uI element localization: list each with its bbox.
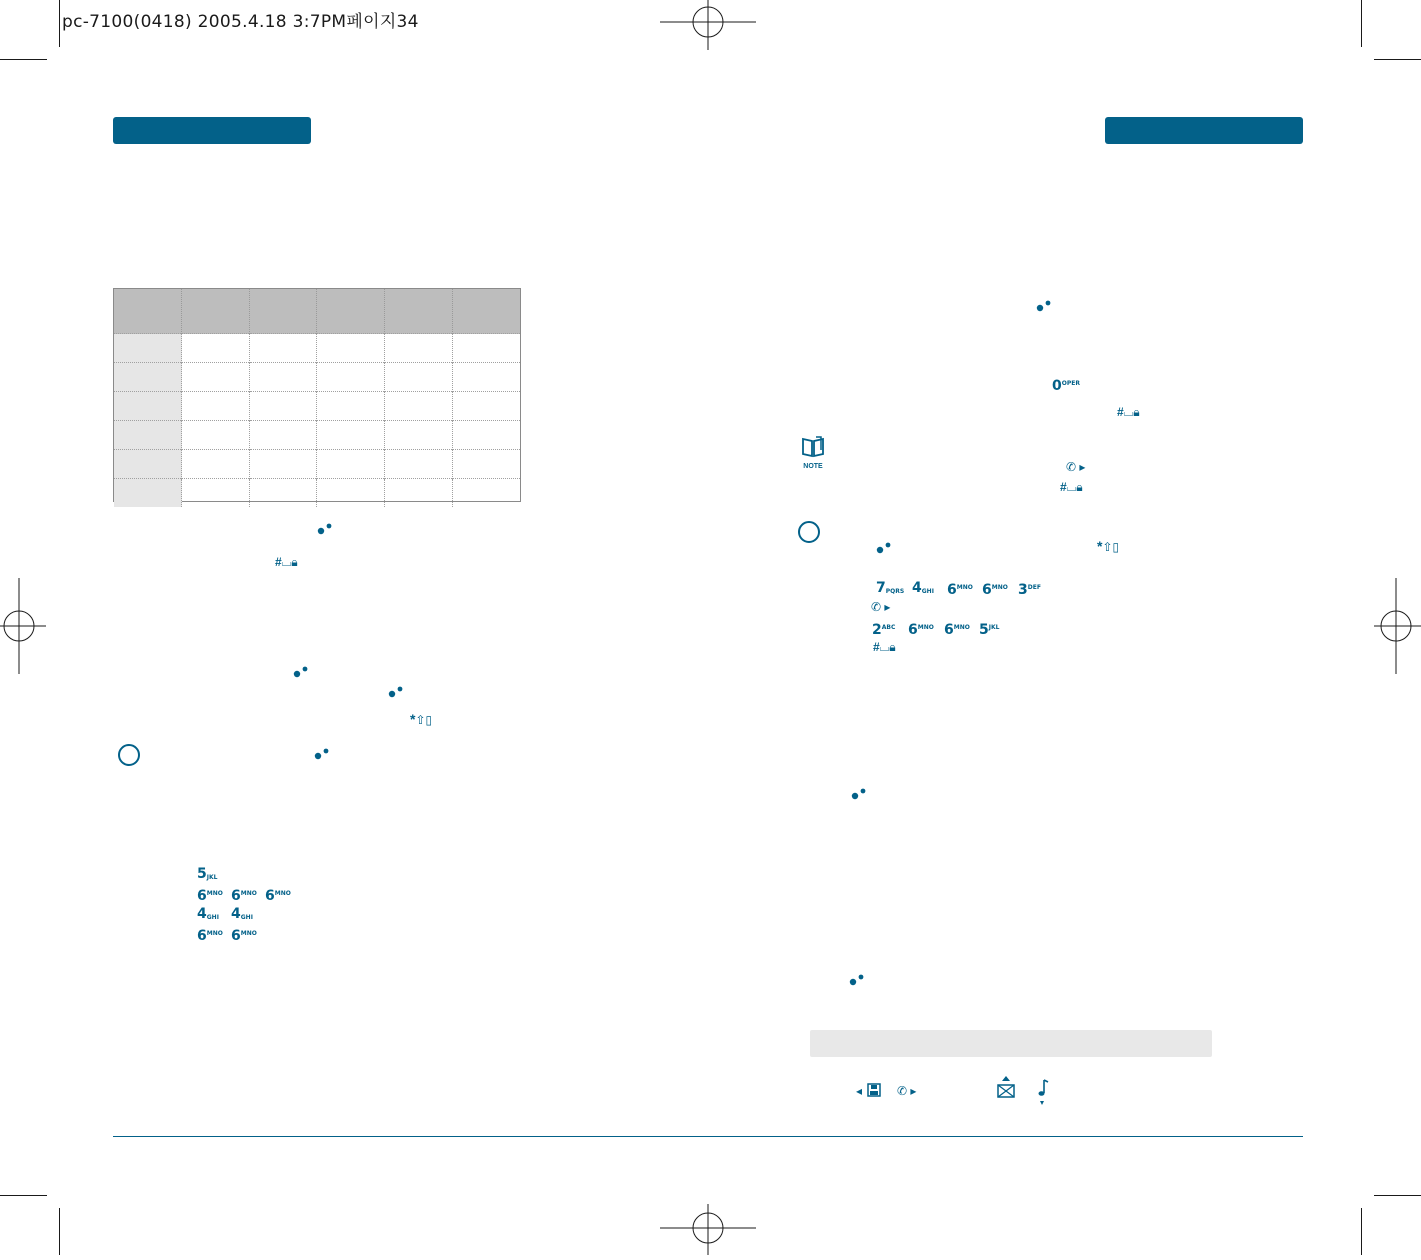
ok-dots-icon bbox=[848, 973, 864, 987]
table-cell bbox=[385, 421, 453, 450]
table-cell bbox=[249, 450, 317, 479]
hash-space-lock-icon: #⌴🔒︎ bbox=[275, 555, 298, 569]
table-cell bbox=[114, 479, 182, 508]
table-header-cell bbox=[317, 289, 385, 334]
table-cell bbox=[317, 334, 385, 363]
table-cell bbox=[317, 450, 385, 479]
key-7: $7_{PQRS}$ bbox=[876, 580, 905, 596]
table-cell bbox=[249, 334, 317, 363]
table-cell bbox=[452, 363, 520, 392]
send-arrow-icon: ✆ ▸ bbox=[897, 1084, 917, 1098]
ok-dots-icon bbox=[875, 541, 891, 555]
table-header-row bbox=[114, 289, 520, 334]
table-cell bbox=[114, 363, 182, 392]
star-shift-icon: *⇧▯ bbox=[1097, 538, 1120, 554]
table-cell bbox=[385, 392, 453, 421]
table-cell bbox=[249, 479, 317, 508]
key-5: $5_{JKL}$ bbox=[197, 866, 218, 882]
table-cell bbox=[385, 450, 453, 479]
hash-key: # bbox=[275, 555, 282, 569]
save-icon bbox=[867, 1083, 881, 1097]
key-6: $6^{MNO}$ bbox=[982, 582, 1008, 598]
spec-table bbox=[113, 288, 521, 502]
table-cell bbox=[114, 392, 182, 421]
ok-dots-icon bbox=[850, 787, 866, 801]
registration-mark bbox=[660, 0, 756, 50]
crop-mark bbox=[59, 1208, 60, 1255]
table-row bbox=[114, 392, 520, 421]
key-2: $2^{ABC}$ bbox=[872, 622, 896, 638]
table-row bbox=[114, 450, 520, 479]
table-cell bbox=[317, 421, 385, 450]
table-header-cell bbox=[385, 289, 453, 334]
table-cell bbox=[249, 392, 317, 421]
ok-dots-icon bbox=[1035, 299, 1051, 313]
table-cell bbox=[182, 479, 250, 508]
crop-mark bbox=[0, 1195, 47, 1196]
crop-mark bbox=[1361, 0, 1362, 47]
table-row bbox=[114, 334, 520, 363]
info-circle-icon bbox=[798, 521, 820, 543]
table-cell bbox=[182, 392, 250, 421]
key-4: $4_{GHI}$ bbox=[912, 580, 934, 596]
ok-dots-icon bbox=[316, 522, 332, 536]
send-arrow-icon: ✆ ▸ bbox=[1066, 460, 1086, 474]
registration-mark bbox=[660, 1204, 756, 1255]
key-6: $6^{MNO}$ bbox=[908, 622, 934, 638]
crop-mark bbox=[59, 0, 60, 47]
key-5: $5^{JKL}$ bbox=[979, 622, 1000, 638]
table-cell bbox=[114, 334, 182, 363]
key-6: $6^{MNO}$ bbox=[197, 888, 223, 904]
table-header-cell bbox=[452, 289, 520, 334]
key-6: $6^{MNO}$ bbox=[944, 622, 970, 638]
crop-mark bbox=[1374, 59, 1421, 60]
table-cell bbox=[452, 421, 520, 450]
table-cell bbox=[452, 450, 520, 479]
hash-space-lock-icon: #⌴🔒︎ bbox=[1117, 405, 1140, 419]
table-cell bbox=[452, 479, 520, 508]
table-cell bbox=[114, 450, 182, 479]
key-6: $6^{MNO}$ bbox=[231, 928, 257, 944]
print-header: pc-7100(0418) 2005.4.18 3:7PM페이지34 bbox=[62, 12, 419, 32]
left-arrow-icon: ◂ bbox=[856, 1084, 863, 1098]
star-key: * bbox=[410, 711, 416, 727]
crop-mark bbox=[1374, 1195, 1421, 1196]
table-cell bbox=[385, 479, 453, 508]
table-row bbox=[114, 421, 520, 450]
note-book-icon bbox=[800, 436, 826, 470]
send-arrow-icon: ✆ ▸ bbox=[871, 600, 891, 614]
key-6: $6^{MNO}$ bbox=[265, 888, 291, 904]
table-cell bbox=[452, 392, 520, 421]
key-4: $4_{GHI}$ bbox=[231, 906, 253, 922]
key-6: $6^{MNO}$ bbox=[231, 888, 257, 904]
star-shift-icon: *⇧▯ bbox=[410, 711, 433, 727]
key-6: $6^{MNO}$ bbox=[197, 928, 223, 944]
table-cell bbox=[249, 421, 317, 450]
table-row bbox=[114, 479, 520, 508]
crop-mark bbox=[1361, 1208, 1362, 1255]
table-header-cell bbox=[114, 289, 182, 334]
note-label: NOTE bbox=[803, 463, 823, 470]
hash-space-lock-icon: #⌴🔒︎ bbox=[1060, 480, 1083, 494]
info-circle-icon bbox=[118, 744, 140, 766]
table-header-cell bbox=[249, 289, 317, 334]
table-cell bbox=[182, 334, 250, 363]
footer-rule bbox=[113, 1136, 1303, 1137]
table-row bbox=[114, 363, 520, 392]
registration-mark bbox=[0, 578, 46, 674]
table-cell bbox=[452, 334, 520, 363]
key-0-oper: $0^{OPER}$ bbox=[1052, 378, 1080, 394]
table-cell bbox=[182, 450, 250, 479]
table-cell bbox=[182, 363, 250, 392]
table-cell bbox=[182, 421, 250, 450]
ok-dots-icon bbox=[292, 665, 308, 679]
table-cell bbox=[249, 363, 317, 392]
table-cell bbox=[114, 421, 182, 450]
table-cell bbox=[385, 334, 453, 363]
ok-dots-icon bbox=[387, 685, 403, 699]
table-cell bbox=[317, 363, 385, 392]
table-cell bbox=[317, 479, 385, 508]
gray-band bbox=[810, 1030, 1212, 1057]
crop-mark bbox=[0, 59, 47, 60]
ok-dots-icon bbox=[313, 747, 329, 761]
key-3: $3^{DEF}$ bbox=[1018, 582, 1041, 598]
hash-space-lock-icon: #⌴🔒︎ bbox=[873, 640, 896, 654]
envelope-icon bbox=[996, 1076, 1016, 1100]
section-header-bar-left bbox=[113, 117, 311, 144]
table-cell bbox=[317, 392, 385, 421]
key-4: $4_{GHI}$ bbox=[197, 906, 219, 922]
registration-mark bbox=[1374, 578, 1421, 674]
section-header-bar-right bbox=[1105, 117, 1303, 144]
table-header-cell bbox=[182, 289, 250, 334]
table-cell bbox=[385, 363, 453, 392]
music-note-icon bbox=[1036, 1078, 1050, 1106]
key-6: $6^{MNO}$ bbox=[947, 582, 973, 598]
